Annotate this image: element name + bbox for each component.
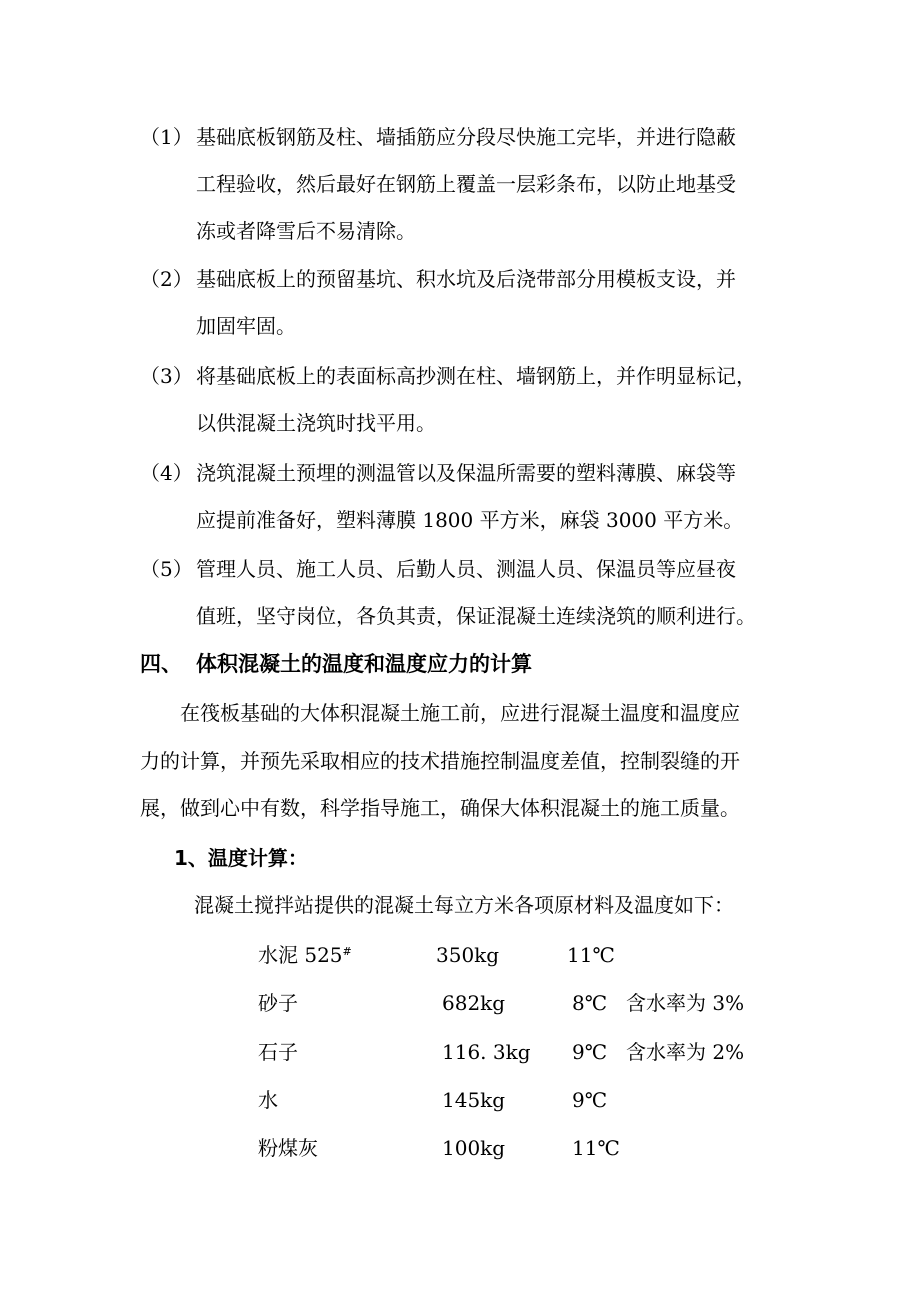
- section-title: 体积混凝土的温度和温度应力的计算: [196, 652, 532, 676]
- item-4-line-1: 浇筑混凝土预埋的测温管以及保温所需要的塑料薄膜、麻袋等: [196, 461, 736, 485]
- section-number: 四、: [140, 652, 182, 676]
- item-1-number: （1）: [140, 125, 193, 149]
- item-1-line-1: 基础底板钢筋及柱、墙插筋应分段尽快施工完毕，并进行隐蔽: [196, 125, 736, 149]
- material-name: 砂子: [258, 991, 298, 1015]
- material-name: 石子: [258, 1040, 298, 1064]
- material-note: 含水率为 2%: [626, 1040, 745, 1064]
- item-5-line-1: 管理人员、施工人员、后勤人员、测温人员、保温员等应昼夜: [196, 557, 736, 581]
- item-5-number: （5）: [140, 557, 193, 581]
- item-2-line-1: 基础底板上的预留基坑、积水坑及后浇带部分用模板支设，并: [196, 267, 736, 291]
- material-temperature: 11℃: [572, 1136, 620, 1160]
- material-temperature: 9℃: [572, 1040, 608, 1064]
- item-4-number: （4）: [140, 461, 193, 485]
- paragraph-line-3: 展，做到心中有数，科学指导施工，确保大体积混凝土的施工质量。: [140, 796, 740, 820]
- material-name: 水: [258, 1088, 278, 1112]
- material-temperature: 9℃: [572, 1088, 608, 1112]
- material-amount: 116. 3kg: [442, 1040, 531, 1064]
- material-amount: 100kg: [442, 1136, 506, 1160]
- subsection-title: 1、温度计算：: [174, 846, 308, 870]
- item-2-number: （2）: [140, 267, 193, 291]
- item-3-number: （3）: [140, 364, 193, 388]
- materials-intro: 混凝土搅拌站提供的混凝土每立方米各项原材料及温度如下：: [194, 893, 734, 917]
- item-4-line-2: 应提前准备好，塑料薄膜 1800 平方米，麻袋 3000 平方米。: [196, 508, 744, 532]
- material-temperature: 11℃: [567, 943, 615, 967]
- paragraph-line-2: 力的计算，并预先采取相应的技术措施控制温度差值，控制裂缝的开: [140, 749, 740, 773]
- item-2-line-2: 加固牢固。: [196, 314, 296, 338]
- material-amount: 682kg: [442, 991, 506, 1015]
- item-1-line-2: 工程验收，然后最好在钢筋上覆盖一层彩条布，以防止地基受: [196, 172, 736, 196]
- material-amount: 350kg: [436, 943, 500, 967]
- item-1-line-3: 冻或者降雪后不易清除。: [196, 219, 416, 243]
- item-5-line-2: 值班，坚守岗位，各负其责，保证混凝土连续浇筑的顺利进行。: [196, 604, 756, 628]
- material-note: 含水率为 3%: [626, 991, 745, 1015]
- material-name: 粉煤灰: [258, 1136, 318, 1160]
- paragraph-line-1: 在筏板基础的大体积混凝土施工前，应进行混凝土温度和温度应: [180, 701, 740, 725]
- material-amount: 145kg: [442, 1088, 506, 1112]
- material-temperature: 8℃: [572, 991, 608, 1015]
- item-3-line-1: 将基础底板上的表面标高抄测在柱、墙钢筋上，并作明显标记，: [196, 364, 756, 388]
- material-name: 水泥 525#: [258, 943, 352, 967]
- grade-superscript: #: [342, 945, 352, 958]
- item-3-line-2: 以供混凝土浇筑时找平用。: [196, 411, 436, 435]
